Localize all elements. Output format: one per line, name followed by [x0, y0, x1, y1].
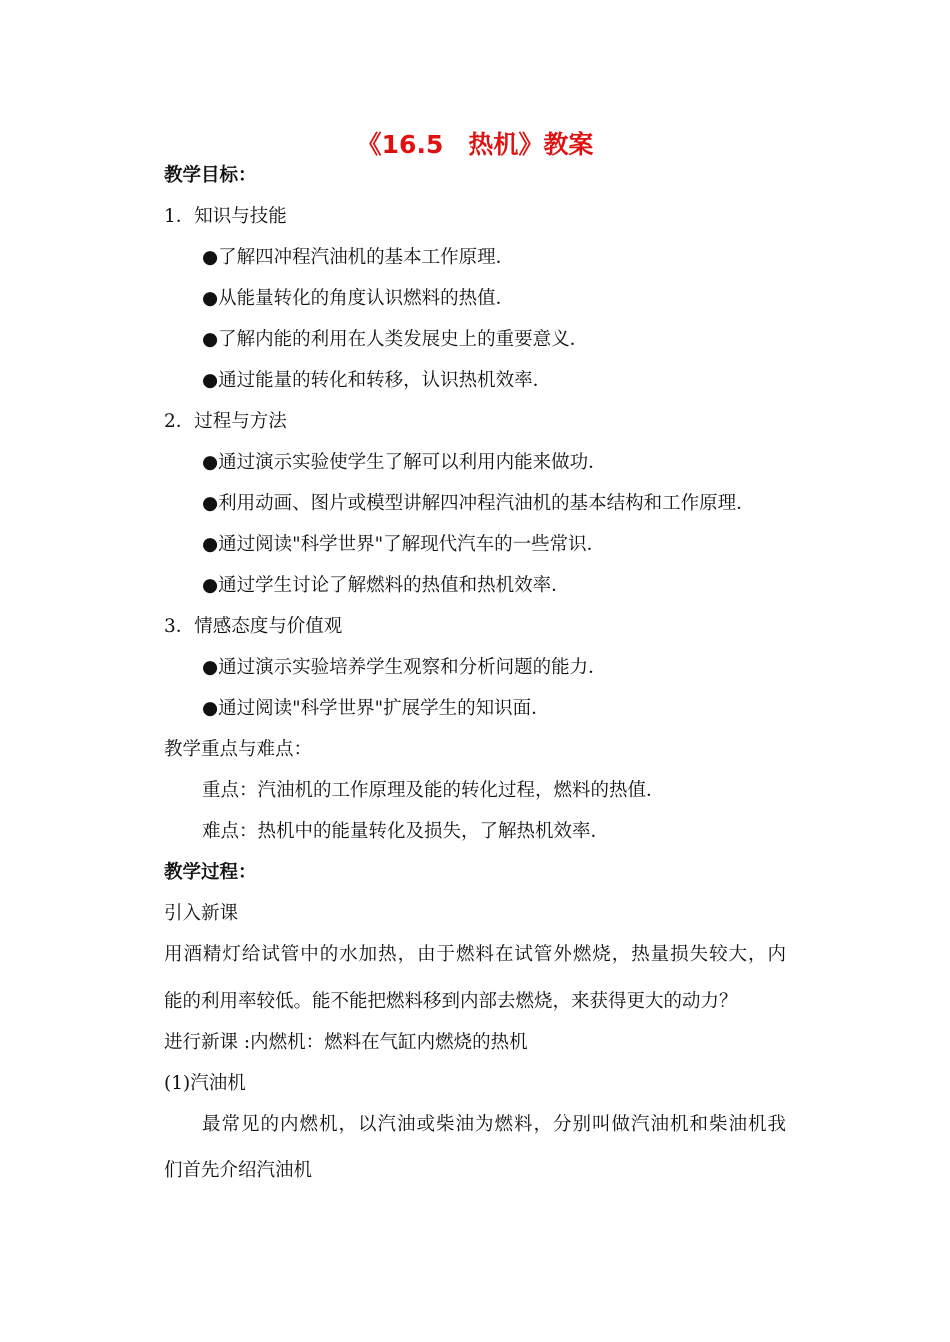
list-item: ●利用动画、图片或模型讲解四冲程汽油机的基本结构和工作原理．: [202, 493, 755, 514]
list-item: ●了解四冲程汽油机的基本工作原理．: [202, 247, 515, 268]
intro-paragraph-line: 能的利用率较低。能不能把燃料移到内部去燃烧，来获得更大的动力？: [164, 991, 738, 1012]
paragraph-line: 们首先介绍汽油机: [164, 1160, 313, 1181]
section-attitude-values: 3．情感态度与价值观: [164, 616, 343, 637]
difficult-point: 难点：热机中的能量转化及损失，了解热机效率．: [202, 821, 610, 842]
section-knowledge-skills: 1．知识与技能: [164, 206, 287, 227]
list-item: ●通过演示实验培养学生观察和分析问题的能力．: [202, 657, 607, 678]
document-title: 《16.5 热机》教案: [356, 130, 594, 159]
list-item: ●从能量转化的角度认识燃料的热值．: [202, 288, 515, 309]
section-process-method: 2．过程与方法: [164, 411, 287, 432]
list-item: ●了解内能的利用在人类发展史上的重要意义．: [202, 329, 589, 350]
list-item: ●通过学生讨论了解燃料的热值和热机效率．: [202, 575, 570, 596]
keypoints-heading: 教学重点与难点：: [164, 739, 313, 760]
subsection-gasoline-engine: (1)汽油机: [164, 1073, 246, 1094]
key-point: 重点：汽油机的工作原理及能的转化过程，燃料的热值．: [202, 780, 665, 801]
list-item: ●通过能量的转化和转移，认识热机效率．: [202, 370, 552, 391]
process-heading: 教学过程：: [164, 862, 257, 883]
list-item: ●通过演示实验使学生了解可以利用内能来做功．: [202, 452, 607, 473]
list-item: ●通过阅读"科学世界"扩展学生的知识面．: [202, 698, 550, 719]
intro-heading: 引入新课: [164, 903, 239, 924]
intro-paragraph-line: 用酒精灯给试管中的水加热，由于燃料在试管外燃烧，热量损失较大，内: [164, 944, 786, 965]
paragraph-line: 最常见的内燃机，以汽油或柴油为燃料，分别叫做汽油机和柴油机我: [202, 1114, 786, 1135]
new-lesson-line: 进行新课 :内燃机：燃料在气缸内燃烧的热机: [164, 1032, 528, 1053]
objectives-heading: 教学目标：: [164, 165, 257, 186]
list-item: ●通过阅读"科学世界"了解现代汽车的一些常识．: [202, 534, 606, 555]
